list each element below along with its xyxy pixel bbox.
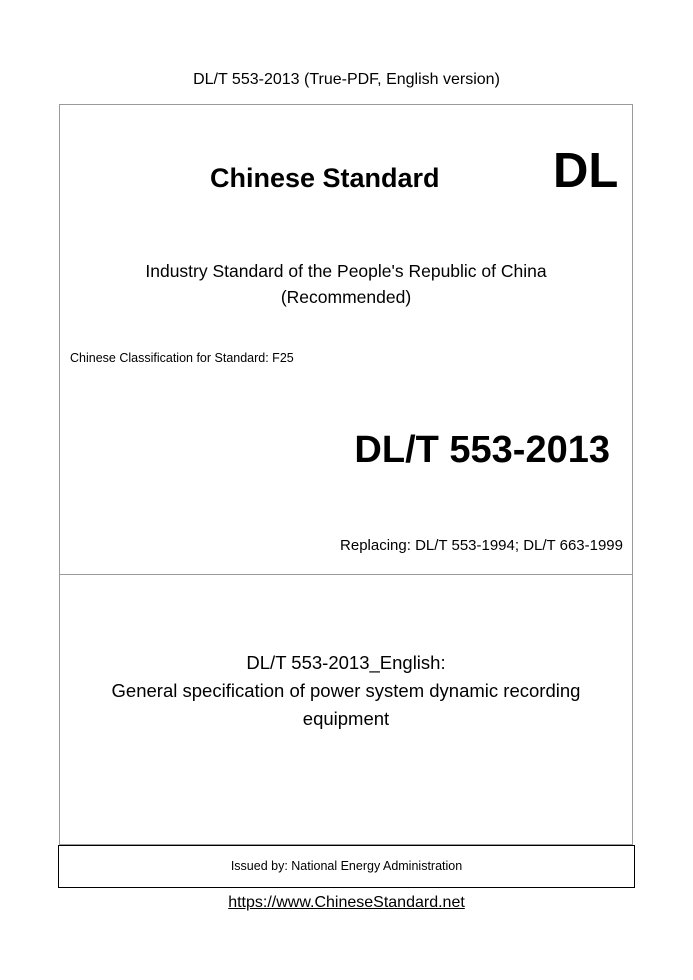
document-caption: DL/T 553-2013 (True-PDF, English version): [193, 71, 500, 88]
english-title-line: General specification of power system dynamic recording: [111, 680, 581, 701]
english-title: [60, 649, 632, 733]
dl-mark: DL: [553, 144, 619, 198]
issued-by-box: Issued by: National Energy Administration: [58, 845, 635, 888]
english-title-line: DL/T 553-2013_English:: [246, 652, 446, 673]
website-footer: [0, 893, 693, 913]
recommended-label: (Recommended): [280, 287, 412, 307]
classification-text: Chinese Classification for Standard: F25: [70, 351, 294, 365]
industry-standard-line: Industry Standard of the People's Republic of China: [145, 261, 547, 281]
standard-number: DL/T 553-2013: [354, 429, 610, 471]
industry-standard-heading: [60, 258, 632, 310]
section-divider: [60, 574, 632, 575]
website-link[interactable]: https://www.ChineseStandard.net: [228, 894, 465, 911]
english-title-line: equipment: [302, 708, 390, 729]
chinese-standard-title: Chinese Standard: [210, 163, 440, 193]
cover-frame: [59, 104, 633, 845]
replacing-text: Replacing: DL/T 553-1994; DL/T 663-1999: [340, 537, 623, 554]
